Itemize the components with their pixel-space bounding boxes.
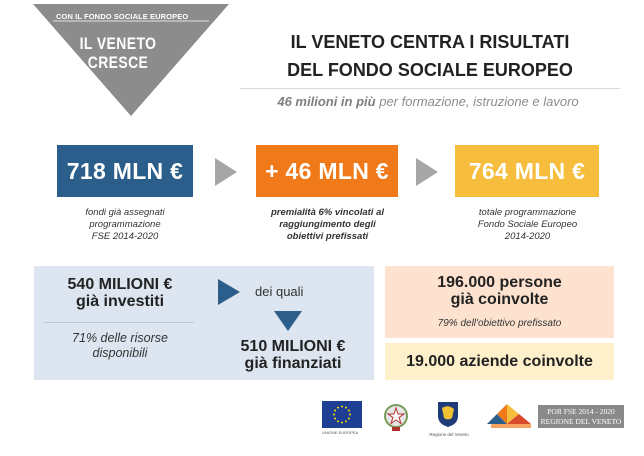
veneto-lion-icon: [436, 400, 460, 428]
financed-amount: [218, 338, 368, 372]
arrow-right-icon: [215, 158, 237, 186]
subtitle-divider: [240, 88, 620, 89]
resources-percent-line1: 71% delle risorse: [72, 331, 168, 345]
italian-emblem-icon: [383, 402, 409, 434]
value-box-assigned: 718 MLN €: [57, 145, 193, 197]
badge-title-line1: IL VENETO: [79, 34, 157, 53]
invested-amount-line1: 540 MILIONI €: [67, 276, 173, 293]
panel-divider: [44, 322, 194, 323]
subtitle-highlight: 46 milioni in più: [277, 94, 376, 109]
badge-title: [73, 34, 163, 72]
connector-label: dei quali: [255, 284, 304, 299]
page-title-line2: DEL FONDO SOCIALE EUROPEO: [287, 60, 573, 80]
value-box-bonus: + 46 MLN €: [256, 145, 398, 197]
badge-title-line2: CRESCE: [87, 53, 149, 72]
page-title: [230, 28, 630, 84]
caption-total: totale programmazione Fondo Sociale Europeo 2014-2020: [477, 207, 578, 242]
resources-percent: [40, 331, 200, 361]
por-fse-label: [538, 405, 624, 428]
subtitle-rest: per formazione, istruzione e lavoro: [375, 94, 579, 109]
por-fse-label-line2: REGIONE DEL VENETO: [540, 417, 622, 426]
arrow-right-icon: [218, 279, 240, 305]
page-title-line1: IL VENETO CENTRA I RISULTATI: [290, 32, 570, 52]
veneto-logo-text: Regione del Veneto: [429, 432, 469, 437]
por-fse-label-line1: POR FSE 2014 - 2020: [547, 407, 615, 416]
value-box-total: 764 MLN €: [455, 145, 599, 197]
resources-percent-line2: disponibili: [92, 346, 148, 360]
arrow-down-icon: [274, 311, 302, 331]
people-involved-line1: 196.000 persone: [437, 274, 562, 291]
invested-amount-line2: già investiti: [75, 293, 165, 310]
eu-flag-icon: [322, 401, 362, 428]
caption-assigned: fondi già assegnati programmazione FSE 2014-2020: [85, 207, 165, 242]
arrow-right-icon: [416, 158, 438, 186]
badge-small-text: CON IL FONDO SOCIALE EUROPEO: [56, 12, 189, 21]
invested-amount: [40, 276, 200, 310]
por-fse-mosaic-icon: [487, 400, 535, 430]
people-involved: [385, 274, 614, 308]
caption-bonus: premialità 6% vincolati al raggiungimento degli obiettivi prefissati: [271, 207, 384, 242]
people-involved-line2: già coinvolte: [450, 291, 549, 308]
eu-logo-text: UNIONE EUROPEA: [322, 430, 359, 435]
people-target-note: 79% dell'obiettivo prefissato: [437, 318, 562, 329]
companies-involved: 19.000 aziende coinvolte: [385, 343, 614, 380]
financed-amount-line1: 510 MILIONI €: [240, 338, 346, 355]
page-subtitle: [218, 94, 638, 109]
financed-amount-line2: già finanziati: [244, 355, 342, 372]
